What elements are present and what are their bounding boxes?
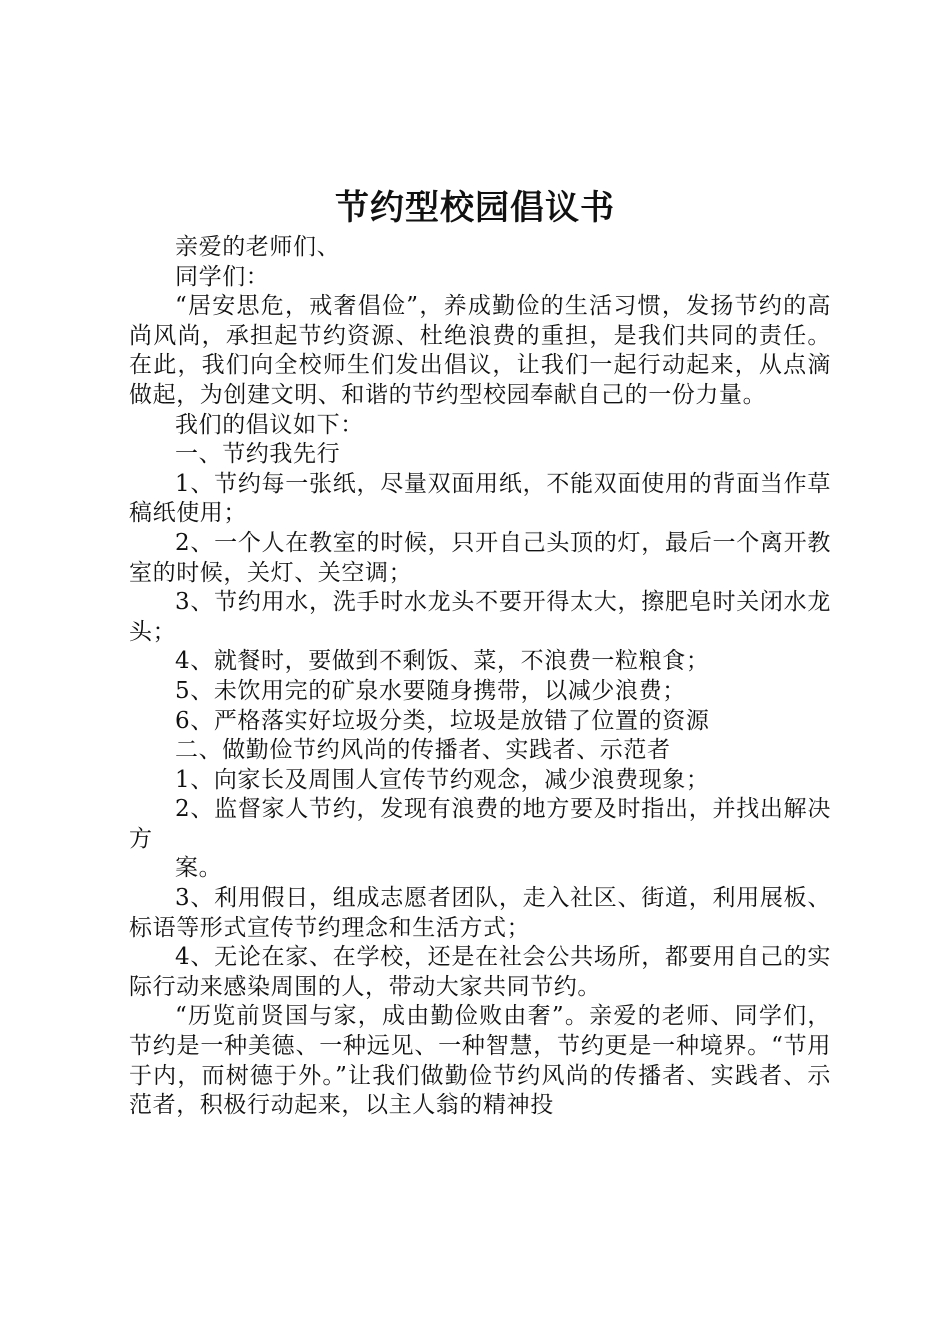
section-1-item-6: 6、严格落实好垃圾分类，垃圾是放错了位置的资源 <box>175 707 710 734</box>
section-heading-1: 一、节约我先行 <box>175 441 341 468</box>
section-2-item-2: 2、监督家人节约，发现有浪费的地方要及时指出，并找出解决方 <box>129 796 831 852</box>
section-1-item-2: 2、一个人在教室的时候，只开自己头顶的灯，最后一个离开教室的时候，关灯、关空调； <box>129 529 831 586</box>
section-1-item-1: 1、节约每一张纸，尽量双面用纸，不能双面使用的背面当作草稿纸使用； <box>129 470 831 527</box>
intro-paragraph: “居安思危，戒奢倡俭”，养成勤俭的生活习惯，发扬节约的高尚风尚，承担起节约资源、杜绝浪费的重担，是我们共同的责任。在此，我们向全校师生们发出倡议，让我们一起行动起来，从点滴做起，为创建文明、和谐的节约型校园奉献自己的一份力量。 <box>129 293 831 408</box>
salutation-line-2: 同学们： <box>175 263 270 290</box>
section-1-item-4: 4、就餐时，要做到不剩饭、菜，不浪费一粒粮食； <box>175 648 710 675</box>
proposal-heading: 我们的倡议如下： <box>175 411 364 438</box>
section-1-item-5: 5、未饮用完的矿泉水要随身携带，以减少浪费； <box>175 677 686 704</box>
section-2-item-3: 3、利用假日，组成志愿者团队，走入社区、街道，利用展板、标语等形式宣传节约理念和生活方式； <box>129 885 831 941</box>
section-2-item-1: 1、向家长及周围人宣传节约观念，减少浪费现象； <box>175 766 710 793</box>
document-title: 节约型校园倡议书 <box>335 188 615 228</box>
salutation-line-1: 亲爱的老师们、 <box>175 234 341 260</box>
closing-paragraph: “历览前贤国与家，成由勤俭败由奢”。亲爱的老师、同学们，节约是一种美德、一种远见、一种智慧，节约更是一种境界。“节用于内，而树德于外。”让我们做勤俭节约风尚的传播者、实践者、示范者，积极行动起来，以主人翁的精神投 <box>129 1003 831 1119</box>
section-2-item-2-continued: 案。 <box>175 855 223 882</box>
section-2-item-4: 4、无论在家、在学校，还是在社会公共场所，都要用自己的实际行动来感染周围的人，带动大家共同节约。 <box>129 944 831 1000</box>
section-1-item-3: 3、节约用水，洗手时水龙头不要开得太大，擦肥皂时关闭水龙头； <box>129 589 831 645</box>
document-body <box>129 233 831 1121</box>
section-heading-2: 二、做勤俭节约风尚的传播者、实践者、示范者 <box>175 737 671 764</box>
